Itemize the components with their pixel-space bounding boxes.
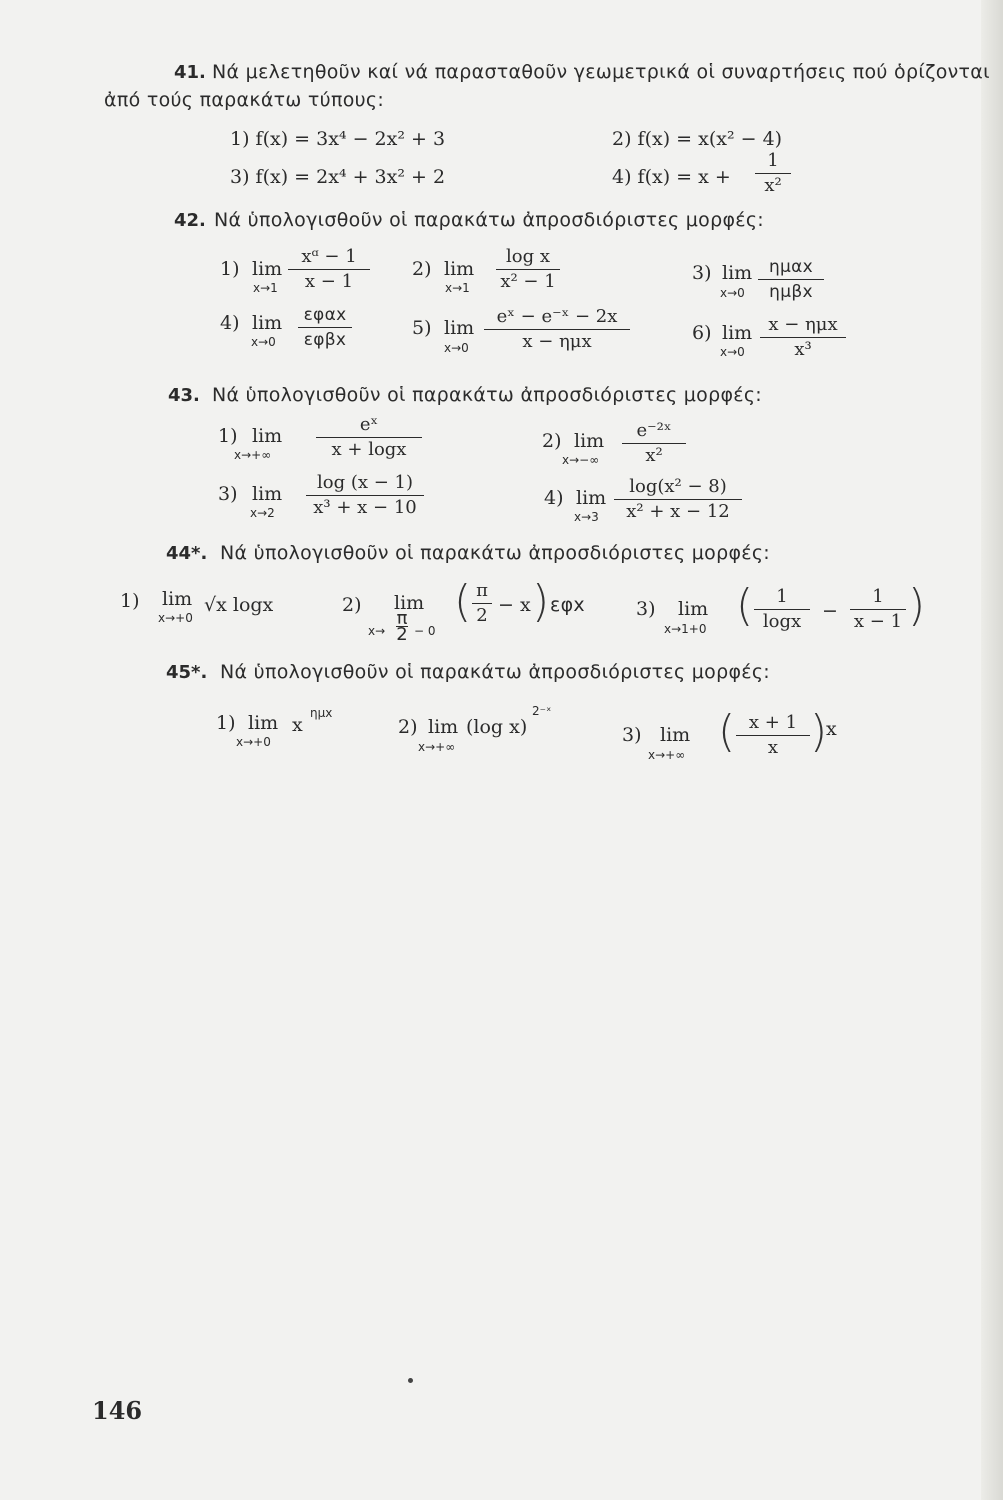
exercise-41-text-line2: ἀπό τούς παρακάτω τύπους: — [104, 89, 385, 111]
exercise-41-item-4: 4) f(x) = x + — [612, 166, 731, 188]
ex45-item3-right-paren: ) — [810, 706, 828, 757]
ex42-item2-fraction: log x x² − 1 — [496, 246, 560, 293]
page-edge-shadow — [981, 0, 1003, 1500]
ex45-item3-exponent: x — [826, 718, 837, 740]
exercise-41-item-3: 3) f(x) = 2x⁴ + 3x² + 2 — [230, 166, 446, 188]
ex42-item6-fraction: x − ημx x³ — [760, 314, 846, 361]
ex45-item2-sub: x→+∞ — [418, 740, 456, 754]
ex44-item2-right-paren: ) — [532, 576, 550, 627]
ex42-item3-label: 3) — [692, 262, 712, 284]
ex45-item1-label: 1) — [216, 712, 236, 734]
exercise-45-number: 45*. — [166, 662, 208, 683]
ex44-item2-sub: x→ — [368, 624, 386, 638]
ex44-item2-post: εφx — [550, 594, 585, 616]
ex42-item1-fraction: xᵅ − 1 x − 1 — [288, 246, 370, 293]
ex45-item3-sub: x→+∞ — [648, 748, 686, 762]
ex42-item4-lim: lim — [252, 312, 283, 334]
exercise-41-item-4-fraction: 1 x² — [755, 150, 791, 197]
ex43-item1-fraction: eˣ x + logx — [316, 414, 422, 461]
ex45-item1-exponent: ημx — [310, 706, 333, 720]
ex42-item3-fraction: ημαx ημβx — [758, 256, 824, 303]
ex44-item1-lim: lim — [162, 588, 193, 610]
ex43-item1-lim: lim — [252, 425, 283, 447]
ex42-item6-lim: lim — [722, 322, 753, 344]
ex44-item2-fraction: π 2 — [472, 580, 492, 627]
ex44-item3-sub: x→1+0 — [664, 622, 707, 636]
exercise-44-number: 44*. — [166, 543, 208, 564]
ex45-item2-lim: lim — [428, 716, 459, 738]
ex42-item2-sub: x→1 — [445, 281, 470, 295]
ex44-item2-tail: − x — [498, 594, 531, 616]
ex42-item3-sub: x→0 — [720, 286, 745, 300]
ex42-item2-lim: lim — [444, 258, 475, 280]
ex43-item3-sub: x→2 — [250, 506, 275, 520]
ex43-item2-label: 2) — [542, 430, 562, 452]
ex44-item3-lim: lim — [678, 598, 709, 620]
ex43-item3-fraction: log (x − 1) x³ + x − 10 — [306, 472, 424, 519]
ex44-item1-expression: √x logx — [204, 594, 274, 616]
ex42-item5-fraction: eˣ − e⁻ˣ − 2x x − ημx — [484, 306, 630, 353]
ex43-item3-label: 3) — [218, 483, 238, 505]
exercise-44-text: Νά ὑπολογισθοῦν οἱ παρακάτω ἀπροσδιόριστες μορφές: — [220, 542, 770, 564]
ex45-item1-sub: x→+0 — [236, 735, 271, 749]
ex42-item3-lim: lim — [722, 262, 753, 284]
ex42-item1-sub: x→1 — [253, 281, 278, 295]
ex44-item3-fraction-2: 1 x − 1 — [850, 586, 906, 633]
ex44-item1-sub: x→+0 — [158, 611, 193, 625]
exercise-42-number: 42. — [174, 210, 206, 231]
ex43-item1-label: 1) — [218, 425, 238, 447]
ex42-item6-label: 6) — [692, 322, 712, 344]
ex43-item4-label: 4) — [544, 487, 564, 509]
ex44-item3-label: 3) — [636, 598, 656, 620]
exercise-45-text: Νά ὑπολογισθοῦν οἱ παρακάτω ἀπροσδιόριστες μορφές: — [220, 661, 770, 683]
ex42-item5-sub: x→0 — [444, 341, 469, 355]
ex44-item3-fraction-1: 1 logx — [754, 586, 810, 633]
ex44-item2-left-paren: ( — [454, 576, 472, 627]
ex42-item2-label: 2) — [412, 258, 432, 280]
ex42-item1-lim: lim — [252, 258, 283, 280]
exercise-43-text: Νά ὑπολογισθοῦν οἱ παρακάτω ἀπροσδιόριστες μορφές: — [212, 384, 762, 406]
ex45-item2-base: (log x) — [466, 716, 528, 738]
ex44-item1-label: 1) — [120, 590, 140, 612]
ex43-item1-sub: x→+∞ — [234, 448, 272, 462]
page-number: 146 — [92, 1396, 143, 1425]
ex45-item1-lim: lim — [248, 712, 279, 734]
exercise-42-text: Νά ὑπολογισθοῦν οἱ παρακάτω ἀπροσδιόριστες μορφές: — [214, 209, 764, 231]
ex43-item4-lim: lim — [576, 487, 607, 509]
ex42-item1-label: 1) — [220, 258, 240, 280]
ex44-item2-label: 2) — [342, 594, 362, 616]
ex43-item2-fraction: e⁻²ˣ x² — [622, 420, 686, 467]
exercise-41-text-line1: Νά μελετηθοῦν καί νά παρασταθοῦν γεωμετρικά οἱ συναρτήσεις πού ὁρίζονται — [212, 61, 990, 83]
exercise-41-item-1: 1) f(x) = 3x⁴ − 2x² + 3 — [230, 128, 446, 150]
ex42-item6-sub: x→0 — [720, 345, 745, 359]
ex43-item2-lim: lim — [574, 430, 605, 452]
ex45-item3-label: 3) — [622, 724, 642, 746]
exercise-41-number: 41. — [174, 62, 206, 83]
exercise-41-item-2: 2) f(x) = x(x² − 4) — [612, 128, 783, 150]
ex44-item3-left-paren: ( — [736, 580, 754, 631]
ex45-item2-exponent: 2⁻ˣ — [532, 704, 552, 718]
ex44-item2-sub-fraction: π 2 — [396, 608, 408, 645]
ex43-item2-sub: x→−∞ — [562, 453, 600, 467]
exercise-43-number: 43. — [168, 385, 200, 406]
ex42-item4-fraction: εφαx εφβx — [298, 304, 352, 351]
ex44-item2-lim: lim — [394, 592, 425, 614]
ex45-item3-left-paren: ( — [718, 706, 736, 757]
ex42-item5-label: 5) — [412, 317, 432, 339]
ex43-item3-lim: lim — [252, 483, 283, 505]
ex42-item4-label: 4) — [220, 312, 240, 334]
ex45-item2-label: 2) — [398, 716, 418, 738]
ex45-item3-lim: lim — [660, 724, 691, 746]
ex44-item3-right-paren: ) — [908, 580, 926, 631]
ex42-item5-lim: lim — [444, 317, 475, 339]
ex44-item2-sub-tail: − 0 — [414, 624, 436, 638]
ex44-item3-minus: − — [822, 600, 838, 622]
printed-dot — [408, 1378, 413, 1383]
ex43-item4-sub: x→3 — [574, 510, 599, 524]
ex45-item3-fraction: x + 1 x — [736, 712, 810, 759]
ex43-item4-fraction: log(x² − 8) x² + x − 12 — [614, 476, 742, 523]
ex45-item1-base: x — [292, 714, 303, 736]
ex42-item4-sub: x→0 — [251, 335, 276, 349]
